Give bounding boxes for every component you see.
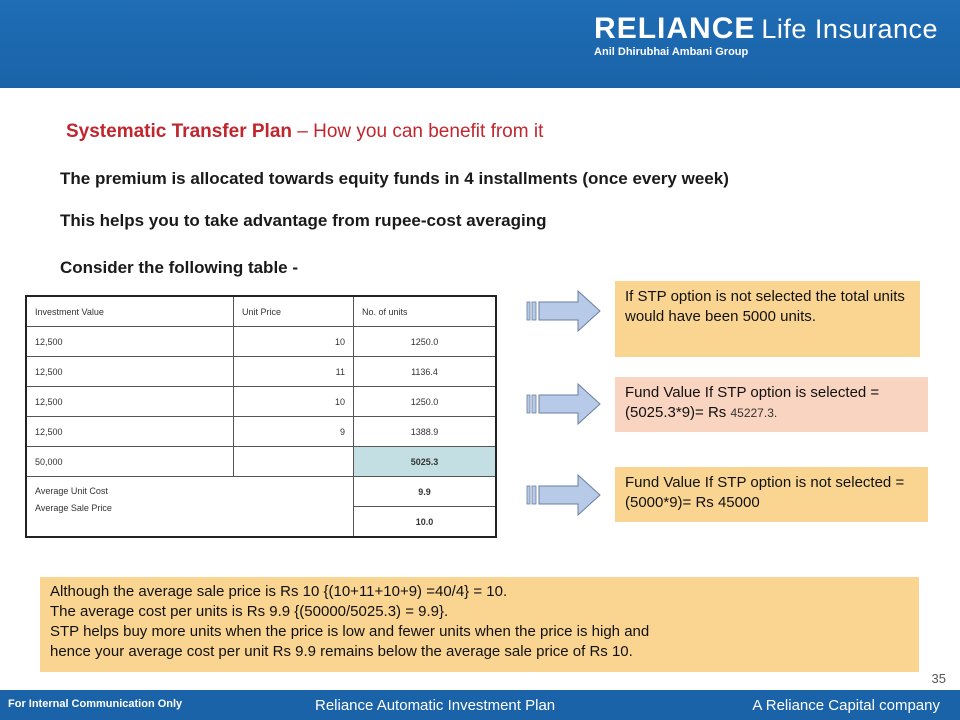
logo-suffix: Life Insurance [761, 14, 938, 44]
footer-left: For Internal Communication Only [8, 698, 183, 710]
text-line-3: Consider the following table - [60, 258, 298, 277]
text-line-2: This helps you to take advantage from rupee-cost averaging [60, 211, 547, 230]
table-row [26, 387, 496, 417]
avg-sale-price-label: Average Sale Price [35, 503, 112, 513]
investment-table [25, 295, 497, 538]
text-line-1: The premium is allocated towards equity funds in 4 installments (once every week) [60, 169, 729, 188]
callout-no-stp-units: If STP option is not selected the total units would have been 5000 units. [615, 281, 920, 357]
table-header-cell: Investment Value [26, 296, 234, 327]
avg-unit-cost-label: Average Unit Cost [35, 486, 108, 496]
summary-line: STP helps buy more units when the price is low and fewer units when the price is high and [50, 623, 650, 640]
summary-line: The average cost per units is Rs 9.9 {(50000/5025.3) = 9.9}. [50, 603, 449, 620]
table-cell: 10 [234, 387, 354, 417]
total-value-cell: 50,000 [26, 447, 234, 477]
footer-bar [0, 690, 960, 720]
logo-brand: RELIANCE [594, 12, 756, 45]
table-cell: 12,500 [26, 357, 234, 387]
slide-title-rest: – How you can benefit from it [292, 121, 544, 142]
table-header-cell: Unit Price [234, 296, 354, 327]
page-number: 35 [931, 671, 946, 686]
footer-middle: Reliance Automatic Investment Plan [315, 697, 556, 714]
summary-line: hence your average cost per unit Rs 9.9 remains below the average sale price of Rs 10. [50, 643, 633, 660]
table-cell: 12,500 [26, 327, 234, 357]
table-cell: 1388.9 [354, 417, 497, 447]
table-cell: 12,500 [26, 417, 234, 447]
callout-fund-value-stp [615, 377, 928, 432]
table-header-cell: No. of units [354, 296, 497, 327]
table-total-row [26, 447, 496, 477]
summary-line: Although the average sale price is Rs 10 {(10+11+10+9) =40/4} = 10. [50, 583, 508, 600]
table-cell-empty [234, 447, 354, 477]
table-cell: 12,500 [26, 387, 234, 417]
table-cell: 11 [234, 357, 354, 387]
slide-title [66, 121, 543, 143]
callout-fund-value-no-stp: Fund Value If STP option is not selected = (5000*9)= Rs 45000 [615, 467, 928, 522]
callout-fund-value-stp-amount: 45227.3. [730, 406, 778, 420]
reliance-logo [594, 12, 938, 58]
table-cell: 10 [234, 327, 354, 357]
slide-title-bold: Systematic Transfer Plan [66, 121, 292, 142]
table-cell: 1250.0 [354, 387, 497, 417]
right-arrow-icon [526, 381, 602, 427]
total-units-cell: 5025.3 [354, 447, 497, 477]
table-header-row [26, 296, 496, 327]
table-cell: 1136.4 [354, 357, 497, 387]
avg-sale-price-cell: 10.0 [354, 507, 497, 538]
average-labels-cell [26, 477, 354, 538]
right-arrow-icon [526, 288, 602, 334]
table-cell: 1250.0 [354, 327, 497, 357]
header-bar [0, 0, 960, 88]
table-row [26, 417, 496, 447]
table-row [26, 327, 496, 357]
avg-unit-cost-cell: 9.9 [354, 477, 497, 507]
table-row [26, 357, 496, 387]
callout-fund-value-stp-text: Fund Value If STP option is selected = (5025.3*9)= Rs [625, 384, 880, 421]
logo-group: Anil Dhirubhai Ambani Group [594, 46, 749, 58]
summary-box [40, 577, 919, 672]
right-arrow-icon [526, 472, 602, 518]
footer-right: A Reliance Capital company [752, 697, 940, 714]
table-average-row [26, 477, 496, 507]
table-cell: 9 [234, 417, 354, 447]
